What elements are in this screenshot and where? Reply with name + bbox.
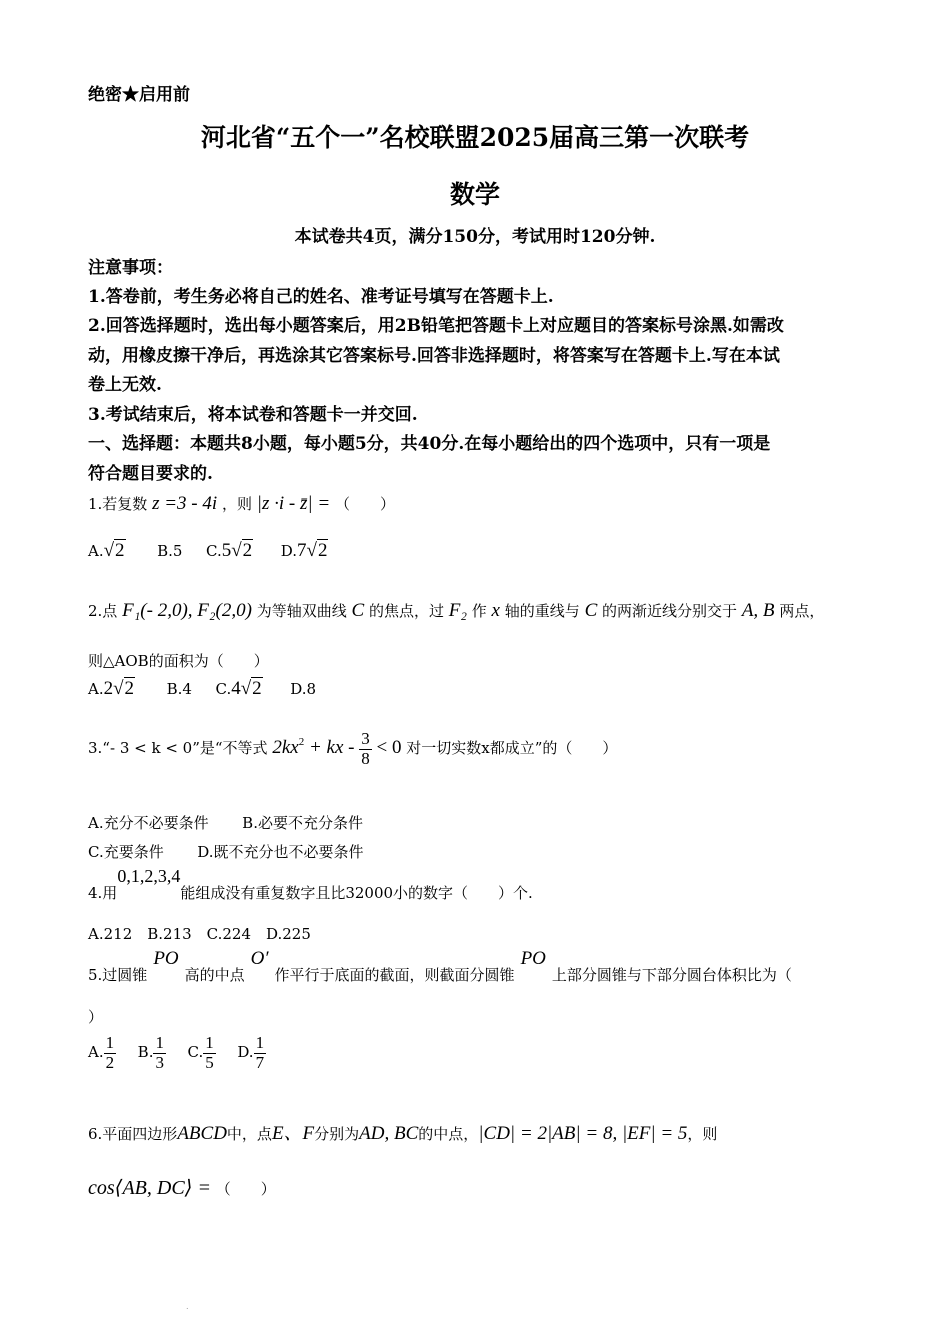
q3-option-b: B.必要不充分条件 (242, 814, 363, 832)
question-2: 2.点 F₁(- 2,0), F₂(2,0) 为等轴双曲线 C 的焦点，过 F₂ 作 x 轴的重线与 C 的两渐近线分别交于 A, B 两点， (88, 600, 825, 621)
question-1 (88, 493, 395, 515)
q2-option-d: D.8 (290, 680, 317, 698)
page-dot: . (186, 1302, 189, 1311)
q5-options (88, 1034, 266, 1072)
note-2-line-1: 2.回答选择题时，选出每小题答案后，用2B铅笔把答题卡上对应题目的答案标号涂黑.如需改 (88, 316, 784, 336)
question-3: 3.“- 3 < k < 0”是“不等式 $2kx^2$ + kx - $\frac{3}{8}$ < 0 对一切实数x都成立”的（ ） (88, 729, 618, 768)
q6-condition: |CD| = 2|AB| = 8, |EF| = 5 (478, 1123, 688, 1144)
q1-expression: |z ·i - z̄| = (256, 493, 331, 514)
q1-mid: ，则 (221, 495, 252, 513)
q1-option-b: B.5 (157, 542, 183, 560)
exam-title: 河北省“五个一”名校联盟2025届高三第一次联考 (200, 123, 750, 152)
sqrt-symbol: √2 (103, 540, 125, 561)
q1-option-c: C.5√2 (206, 540, 253, 561)
q1-answer-paren: （ ） (334, 495, 395, 513)
q2-option-b: B.4 (166, 680, 192, 698)
q2-option-c: C.4√2 (215, 678, 262, 699)
q3-option-c: C.充要条件 (88, 843, 164, 861)
q1-prefix: 1.若复数 (88, 495, 148, 513)
notes-heading: 注意事项： (88, 258, 173, 278)
note-2-line-3: 卷上无效. (88, 375, 162, 395)
q2-line-2: 则△AOB的面积为（ ） (88, 652, 269, 670)
section-1-line-2: 符合题目要求的. (88, 464, 213, 484)
q2-option-a: A.2√2 (88, 678, 135, 699)
section-1-line-1: 一、选择题：本题共8小题，每小题5分，共40分.在每小题给出的四个选项中，只有一项是 (88, 434, 771, 454)
note-1: 1.答卷前，考生务必将自己的姓名、准考证号填写在答题卡上. (88, 287, 554, 307)
q5-option-d: D. $\frac{1}{7}$ (237, 1033, 265, 1072)
q2-options (88, 678, 316, 700)
exam-info: 本试卷共4页，满分150分，考试用时120分钟. (294, 227, 656, 247)
q4-digits: 0,1,2,3,4 (117, 866, 181, 886)
q5-option-a: A. $\frac{1}{2}$ (88, 1033, 115, 1072)
q6-cos-expression: cos⟨AB, DC⟩ = (88, 1177, 211, 1199)
question-6: 6.平面四边形ABCD中，点E、F分别为AD, BC的中点，|CD| = 2|AB| = 8, |EF| = 5，则 (88, 1123, 718, 1144)
q1-complex-z: z =3 - 4i (152, 493, 218, 514)
q3-inequality: $2kx^2$ + kx - (272, 736, 355, 759)
q3-fraction: $\frac{3}{8}$ (361, 729, 370, 768)
question-5: 5.过圆锥PO高的中点O′作平行于底面的截面，则截面分圆锥PO上部分圆锥与下部分圆台体积比为（ (88, 948, 792, 984)
q6-line-2 (88, 1175, 276, 1200)
q3-options-row-1 (88, 812, 363, 833)
q5-line-2: ） (88, 1008, 104, 1026)
q3-option-d: D.既不充分也不必要条件 (197, 843, 364, 861)
subject-title: 数学 (449, 180, 500, 209)
q4-options: A.212 B.213 C.224 D.225 (88, 925, 311, 943)
note-3: 3.考试结束后，将本试卷和答题卡一并交回. (88, 405, 418, 425)
question-4: 4.用0,1,2,3,4能组成没有重复数字且比32000小的数字（ ）个. (88, 866, 533, 902)
q2-foci-points: F₁(- 2,0), F₂(2,0) (122, 600, 252, 621)
q1-option-d: D.7√2 (280, 540, 328, 561)
q5-option-b: B. $\frac{1}{3}$ (137, 1033, 164, 1072)
q3-option-a: A.充分不必要条件 (88, 814, 209, 832)
secret-label: 绝密★启用前 (88, 85, 190, 105)
q6-answer-paren: （ ） (215, 1180, 276, 1198)
note-2-line-2: 动，用橡皮擦干净后，再选涂其它答案标号.回答非选择题时，将答案写在答题卡上.写在本试 (88, 346, 780, 366)
q3-options-row-2 (88, 841, 364, 862)
q5-option-c: C. $\frac{1}{5}$ (187, 1033, 214, 1072)
q1-option-a: A.√2 (88, 540, 125, 561)
q1-options (88, 540, 328, 562)
